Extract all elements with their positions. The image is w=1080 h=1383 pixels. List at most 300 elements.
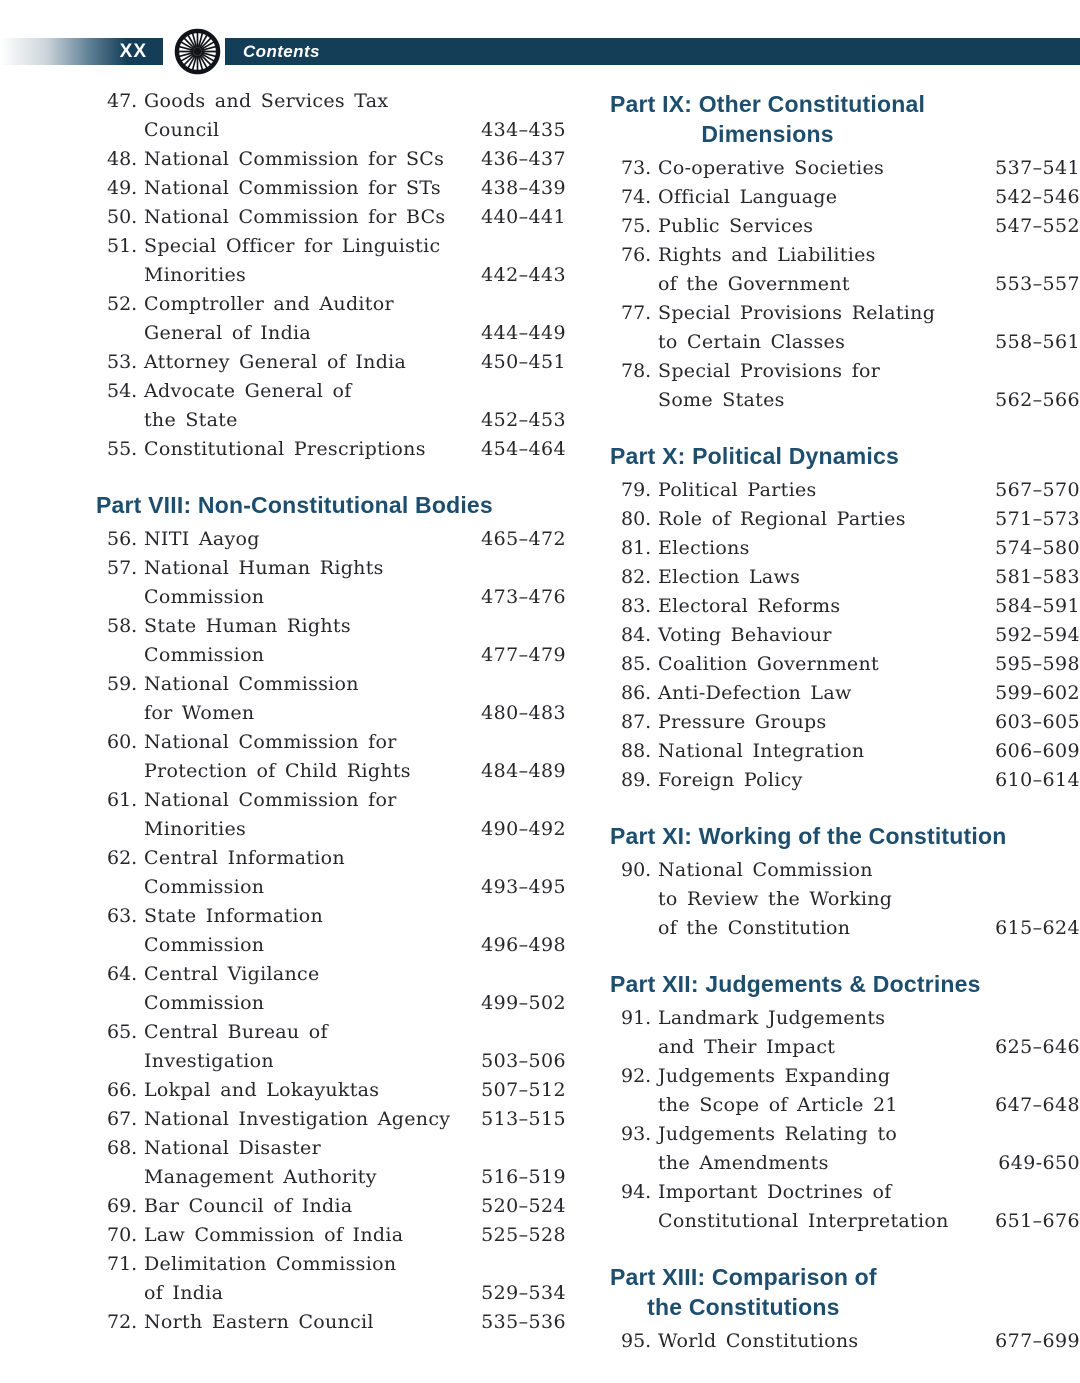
toc-entry	[96, 525, 566, 554]
entry-number: 69.	[107, 1195, 138, 1217]
toc-entry	[96, 348, 566, 377]
part-heading-line: the Constitutions	[647, 1294, 840, 1320]
entry-title-line: Landmark Judgements	[658, 1007, 886, 1029]
toc-entry	[96, 960, 566, 1018]
entry-number: 67.	[107, 1108, 138, 1130]
toc-entry	[96, 290, 566, 348]
entry-body	[144, 174, 566, 203]
entry-title-line: State Information	[144, 905, 324, 927]
entry-pages: 553–557	[995, 273, 1080, 295]
entry-title-line: National Integration	[658, 740, 865, 762]
entry-line	[144, 319, 566, 348]
entry-title-line: Investigation	[144, 1050, 274, 1072]
entry-title-line: National Commission	[144, 673, 359, 695]
entry-title-line: Commission	[144, 876, 265, 898]
entry-line	[658, 299, 1080, 328]
entry-line	[658, 914, 1080, 943]
entry-title-line: Important Doctrines of	[658, 1181, 892, 1203]
entry-line	[144, 145, 566, 174]
entry-line	[658, 1062, 1080, 1091]
entry-line	[144, 844, 566, 873]
entry-line	[144, 116, 566, 145]
toc-entry	[610, 592, 1080, 621]
header-title-band	[225, 38, 1080, 65]
toc-entry	[610, 154, 1080, 183]
entry-line	[658, 1178, 1080, 1207]
entry-number: 82.	[621, 566, 652, 588]
entry-title-line: Minorities	[144, 818, 247, 840]
entry-body	[144, 435, 566, 464]
entry-line	[144, 670, 566, 699]
entry-body	[658, 505, 1080, 534]
entry-line	[658, 766, 1080, 795]
toc-entry	[96, 844, 566, 902]
entry-number: 59.	[107, 673, 138, 695]
entry-line	[144, 1018, 566, 1047]
entry-number: 56.	[107, 528, 138, 550]
entry-body	[658, 679, 1080, 708]
entry-body	[144, 786, 566, 844]
entry-number: 51.	[107, 235, 138, 257]
toc-entry	[610, 505, 1080, 534]
entry-pages: 480–483	[481, 702, 566, 724]
entry-title-line: Minorities	[144, 264, 247, 286]
entry-body	[144, 377, 566, 435]
entry-title-line: Advocate General of	[144, 380, 352, 402]
toc-entry	[96, 728, 566, 786]
entry-title-line: Pressure Groups	[658, 711, 827, 733]
toc-entry	[96, 786, 566, 844]
entry-line	[144, 1134, 566, 1163]
entry-pages: 606–609	[995, 740, 1080, 762]
entry-line	[658, 679, 1080, 708]
entry-body	[658, 563, 1080, 592]
toc-entry	[610, 357, 1080, 415]
entry-body	[658, 737, 1080, 766]
entry-pages: 625–646	[995, 1036, 1080, 1058]
toc-entry	[96, 902, 566, 960]
entry-title-line: Commission	[144, 586, 265, 608]
entry-line	[144, 1221, 566, 1250]
entry-title-line: Special Provisions Relating	[658, 302, 936, 324]
entry-title-line: Protection of Child Rights	[144, 760, 411, 782]
toc-column-right	[610, 87, 1080, 1356]
entry-number: 77.	[621, 302, 652, 324]
entry-body	[658, 241, 1080, 299]
entry-line	[144, 232, 566, 261]
toc	[0, 65, 1080, 1382]
entry-title-line: Voting Behaviour	[658, 624, 832, 646]
entry-title-line: Constitutional Prescriptions	[144, 438, 426, 460]
entry-body	[658, 1004, 1080, 1062]
entry-number: 58.	[107, 615, 138, 637]
entry-line	[658, 183, 1080, 212]
entry-pages: 529–534	[481, 1282, 566, 1304]
entry-line	[144, 1192, 566, 1221]
entry-title-line: Central Information	[144, 847, 345, 869]
entry-line	[658, 1149, 1080, 1178]
entry-pages: 595–598	[995, 653, 1080, 675]
part-heading-line: Part XIII: Comparison of	[610, 1264, 877, 1290]
entry-body	[658, 212, 1080, 241]
entry-number: 95.	[621, 1330, 652, 1352]
entry-body	[144, 203, 566, 232]
entry-title-line: Elections	[658, 537, 750, 559]
entry-body	[658, 183, 1080, 212]
entry-number: 89.	[621, 769, 652, 791]
toc-entry	[610, 766, 1080, 795]
entry-title-line: of the Government	[658, 273, 850, 295]
entry-line	[658, 650, 1080, 679]
entry-body	[658, 1178, 1080, 1236]
toc-entry	[610, 1120, 1080, 1178]
entry-pages: 525–528	[481, 1224, 566, 1246]
toc-entry	[610, 650, 1080, 679]
entry-pages: 444–449	[481, 322, 566, 344]
entry-title-line: Rights and Liabilities	[658, 244, 876, 266]
entry-line	[144, 1105, 566, 1134]
entry-body	[658, 1327, 1080, 1356]
entry-line	[658, 1120, 1080, 1149]
entry-number: 93.	[621, 1123, 652, 1145]
entry-title-line: Commission	[144, 992, 265, 1014]
toc-entry	[96, 1250, 566, 1308]
entry-pages: 558–561	[995, 331, 1080, 353]
entry-line	[658, 1091, 1080, 1120]
entry-line	[658, 386, 1080, 415]
entry-pages: 584–591	[995, 595, 1080, 617]
entry-line	[144, 1279, 566, 1308]
entry-line	[144, 757, 566, 786]
entry-line	[144, 1076, 566, 1105]
part-heading	[610, 821, 1006, 851]
entry-number: 60.	[107, 731, 138, 753]
toc-entry	[96, 554, 566, 612]
entry-line	[658, 328, 1080, 357]
toc-entry	[96, 145, 566, 174]
toc-entry	[96, 203, 566, 232]
entry-line	[144, 699, 566, 728]
entry-pages: 574–580	[995, 537, 1080, 559]
entry-line	[144, 554, 566, 583]
entry-body	[144, 612, 566, 670]
toc-entry	[610, 241, 1080, 299]
entry-number: 80.	[621, 508, 652, 530]
entry-number: 61.	[107, 789, 138, 811]
toc-entry	[610, 476, 1080, 505]
entry-title-line: Council	[144, 119, 220, 141]
entry-number: 63.	[107, 905, 138, 927]
toc-entry	[96, 612, 566, 670]
entry-pages: 454–464	[481, 438, 566, 460]
toc-entry	[96, 1105, 566, 1134]
entry-title-line: National Commission	[658, 859, 873, 881]
entry-body	[658, 621, 1080, 650]
entry-title-line: Role of Regional Parties	[658, 508, 906, 530]
entry-line	[144, 203, 566, 232]
entry-body	[144, 1221, 566, 1250]
entry-line	[144, 348, 566, 377]
entry-title-line: Foreign Policy	[658, 769, 803, 791]
entry-title-line: for Women	[144, 702, 255, 724]
entry-number: 52.	[107, 293, 138, 315]
entry-line	[658, 708, 1080, 737]
entry-number: 47.	[107, 90, 138, 112]
entry-pages: 484–489	[481, 760, 566, 782]
entry-title-line: Lokpal and Lokayuktas	[144, 1079, 380, 1101]
entry-body	[144, 290, 566, 348]
entry-line	[658, 856, 1080, 885]
entry-title-line: Election Laws	[658, 566, 801, 588]
entry-number: 84.	[621, 624, 652, 646]
entry-line	[658, 505, 1080, 534]
toc-entry	[610, 534, 1080, 563]
entry-pages: 567–570	[995, 479, 1080, 501]
entry-title-line: National Commission for	[144, 731, 397, 753]
entry-body	[144, 902, 566, 960]
part-heading-line: Part X: Political Dynamics	[610, 443, 899, 469]
entry-number: 49.	[107, 177, 138, 199]
entry-body	[658, 856, 1080, 943]
entry-pages: 507–512	[481, 1079, 566, 1101]
page-number: XX	[119, 41, 147, 62]
entry-line	[144, 902, 566, 931]
entry-pages: 465–472	[481, 528, 566, 550]
entry-number: 74.	[621, 186, 652, 208]
entry-body	[144, 728, 566, 786]
entry-title-line: Official Language	[658, 186, 838, 208]
entry-body	[144, 844, 566, 902]
entry-body	[144, 554, 566, 612]
entry-title-line: Delimitation Commission	[144, 1253, 397, 1275]
toc-entry	[610, 1327, 1080, 1356]
entry-title-line: of the Constitution	[658, 917, 851, 939]
entry-line	[144, 261, 566, 290]
toc-entry	[610, 1178, 1080, 1236]
entry-pages: 503–506	[481, 1050, 566, 1072]
part-heading-line: Dimensions	[701, 121, 834, 147]
entry-pages: 677–699	[995, 1330, 1080, 1352]
entry-number: 72.	[107, 1311, 138, 1333]
entry-pages: 477–479	[481, 644, 566, 666]
entry-number: 86.	[621, 682, 652, 704]
entry-title-line: of India	[144, 1282, 224, 1304]
entry-line	[144, 786, 566, 815]
entry-line	[144, 931, 566, 960]
entry-pages: 452–453	[481, 409, 566, 431]
toc-entry	[96, 670, 566, 728]
entry-pages: 562–566	[995, 389, 1080, 411]
entry-title-line: and Their Impact	[658, 1036, 836, 1058]
entry-line	[144, 435, 566, 464]
entry-line	[144, 1308, 566, 1337]
entry-body	[144, 1105, 566, 1134]
entry-number: 71.	[107, 1253, 138, 1275]
part-heading-line: Part VIII: Non-Constitutional Bodies	[96, 492, 493, 518]
entry-pages: 542–546	[995, 186, 1080, 208]
entry-number: 54.	[107, 380, 138, 402]
entry-pages: 649-650	[998, 1152, 1080, 1174]
entry-pages: 651–676	[995, 1210, 1080, 1232]
entry-line	[144, 612, 566, 641]
entry-title-line: Judgements Relating to	[658, 1123, 898, 1145]
entry-number: 50.	[107, 206, 138, 228]
toc-column-left	[96, 87, 566, 1356]
entry-line	[144, 641, 566, 670]
entry-number: 62.	[107, 847, 138, 869]
entry-body	[144, 525, 566, 554]
entry-title-line: the State	[144, 409, 238, 431]
entry-line	[144, 174, 566, 203]
toc-entry	[610, 1004, 1080, 1062]
entry-number: 81.	[621, 537, 652, 559]
entry-body	[658, 357, 1080, 415]
entry-pages: 450–451	[481, 351, 566, 373]
toc-entry	[610, 679, 1080, 708]
entry-title-line: Commission	[144, 644, 265, 666]
entry-number: 66.	[107, 1079, 138, 1101]
entry-number: 48.	[107, 148, 138, 170]
entry-pages: 490–492	[481, 818, 566, 840]
entry-pages: 438–439	[481, 177, 566, 199]
entry-line	[144, 815, 566, 844]
entry-line	[658, 621, 1080, 650]
toc-entry	[96, 1221, 566, 1250]
entry-line	[658, 592, 1080, 621]
entry-title-line: Goods and Services Tax	[144, 90, 389, 112]
entry-line	[658, 270, 1080, 299]
entry-body	[658, 1120, 1080, 1178]
entry-body	[658, 650, 1080, 679]
entry-line	[658, 737, 1080, 766]
entry-title-line: Anti-Defection Law	[658, 682, 852, 704]
entry-line	[658, 1327, 1080, 1356]
entry-title-line: Central Vigilance	[144, 963, 320, 985]
entry-number: 78.	[621, 360, 652, 382]
entry-body	[144, 87, 566, 145]
contents-title: Contents	[243, 42, 320, 61]
part-heading	[610, 441, 899, 471]
entry-body	[658, 154, 1080, 183]
entry-line	[144, 406, 566, 435]
entry-pages: 592–594	[995, 624, 1080, 646]
entry-line	[144, 1163, 566, 1192]
entry-body	[144, 348, 566, 377]
entry-title-line: Co-operative Societies	[658, 157, 885, 179]
entry-title-line: Comptroller and Auditor	[144, 293, 394, 315]
entry-body	[144, 1076, 566, 1105]
entry-pages: 496–498	[481, 934, 566, 956]
entry-line	[144, 1250, 566, 1279]
entry-line	[144, 87, 566, 116]
entry-title-line: National Commission for BCs	[144, 206, 446, 228]
entry-title-line: Law Commission of India	[144, 1224, 404, 1246]
entry-pages: 581–583	[995, 566, 1080, 588]
entry-line	[144, 1047, 566, 1076]
entry-title-line: National Commission for SCs	[144, 148, 445, 170]
entry-number: 91.	[621, 1007, 652, 1029]
entry-number: 68.	[107, 1137, 138, 1159]
entry-body	[144, 670, 566, 728]
entry-line	[144, 583, 566, 612]
entry-number: 83.	[621, 595, 652, 617]
toc-entry	[610, 1062, 1080, 1120]
entry-body	[658, 708, 1080, 737]
entry-title-line: Coalition Government	[658, 653, 879, 675]
entry-body	[144, 960, 566, 1018]
entry-title-line: Management Authority	[144, 1166, 377, 1188]
entry-body	[144, 1192, 566, 1221]
toc-entry	[96, 1076, 566, 1105]
entry-title-line: the Scope of Article 21	[658, 1094, 898, 1116]
entry-pages: 599–602	[995, 682, 1080, 704]
entry-pages: 499–502	[481, 992, 566, 1014]
entry-number: 90.	[621, 859, 652, 881]
entry-body	[658, 592, 1080, 621]
entry-title-line: Special Officer for Linguistic	[144, 235, 441, 257]
page-header	[0, 38, 1080, 65]
entry-pages: 493–495	[481, 876, 566, 898]
entry-number: 88.	[621, 740, 652, 762]
entry-line	[658, 885, 1080, 914]
entry-title-line: to Certain Classes	[658, 331, 846, 353]
entry-pages: 647–648	[995, 1094, 1080, 1116]
toc-entry	[610, 183, 1080, 212]
entry-pages: 571–573	[995, 508, 1080, 530]
entry-title-line: NITI Aayog	[144, 528, 260, 550]
toc-entry	[96, 174, 566, 203]
entry-title-line: Public Services	[658, 215, 814, 237]
toc-entry	[96, 1192, 566, 1221]
entry-title-line: General of India	[144, 322, 312, 344]
entry-line	[658, 1004, 1080, 1033]
entry-number: 57.	[107, 557, 138, 579]
entry-body	[144, 1308, 566, 1337]
entry-pages: 610–614	[995, 769, 1080, 791]
entry-title-line: Judgements Expanding	[658, 1065, 891, 1087]
entry-title-line: National Commission for	[144, 789, 397, 811]
entry-number: 92.	[621, 1065, 652, 1087]
toc-entry	[610, 737, 1080, 766]
entry-line	[144, 873, 566, 902]
entry-pages: 440–441	[481, 206, 566, 228]
entry-title-line: National Human Rights	[144, 557, 384, 579]
toc-entry	[610, 856, 1080, 943]
part-heading	[96, 490, 493, 520]
entry-body	[144, 1250, 566, 1308]
entry-line	[144, 989, 566, 1018]
toc-entry	[96, 435, 566, 464]
entry-pages: 615–624	[995, 917, 1080, 939]
entry-body	[658, 766, 1080, 795]
entry-line	[658, 534, 1080, 563]
entry-body	[144, 232, 566, 290]
part-heading-line: Part IX: Other Constitutional	[610, 91, 926, 117]
entry-body	[658, 299, 1080, 357]
entry-pages: 537–541	[995, 157, 1080, 179]
entry-title-line: Constitutional Interpretation	[658, 1210, 949, 1232]
entry-number: 55.	[107, 438, 138, 460]
entry-title-line: Special Provisions for	[658, 360, 881, 382]
toc-entry	[96, 232, 566, 290]
toc-entry	[96, 1134, 566, 1192]
part-heading	[610, 1262, 877, 1322]
toc-entry	[610, 563, 1080, 592]
entry-line	[144, 525, 566, 554]
toc-entry	[610, 708, 1080, 737]
entry-title-line: National Investigation Agency	[144, 1108, 451, 1130]
entry-line	[658, 476, 1080, 505]
